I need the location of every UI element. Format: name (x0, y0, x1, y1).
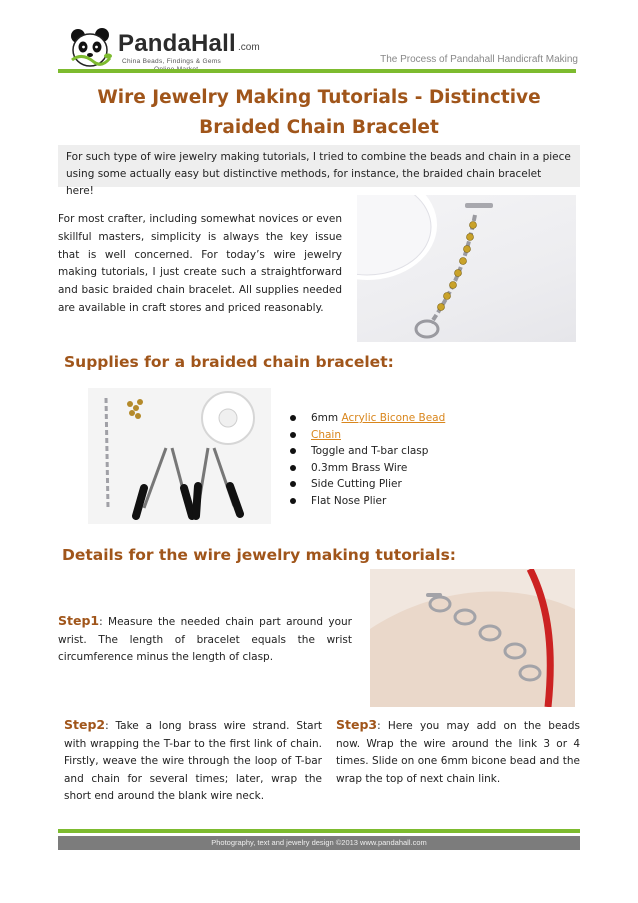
supplies-list (290, 410, 445, 510)
step-1 (58, 612, 352, 667)
chain-link[interactable]: Chain (311, 428, 341, 441)
intro-text: For such type of wire jewelry making tutorials, I tried to combine the beads and chain in a piece using some actually easy but distinctive methods, for instance, the braided chain bracelet here! (66, 151, 571, 197)
details-heading: Details for the wire jewelry making tutorials: (62, 546, 456, 564)
step-3-text: : Here you may add on the beads now. Wrap the wire around the link 3 or 4 times. Slide on one 6mm bicone bead and the wrap the top of next chain link. (336, 720, 580, 785)
step-3 (336, 716, 580, 788)
supplies-photo (88, 388, 271, 524)
step-3-label: Step3 (336, 717, 378, 732)
supply-item: 0.3mm Brass Wire (290, 460, 445, 477)
panda-icon (68, 26, 114, 72)
footer-divider (58, 829, 580, 833)
intro-box (58, 145, 580, 197)
wrist-image (370, 569, 575, 707)
pandahall-logo[interactable] (68, 26, 268, 72)
brand-name: PandaHall (118, 30, 236, 57)
header-tagline: The Process of Pandahall Handicraft Making (380, 54, 578, 65)
step-2 (64, 716, 322, 806)
supplies-image (88, 388, 271, 524)
supply-item: Side Cutting Plier (290, 476, 445, 493)
body-paragraph-text: For most crafter, including somewhat novices or even skillful masters, simplicity is always the key issue that is well concerned. For today’s wire jewelry making tutorials, I just create such a straightforward and basic braided chain bracelet. All supplies needed are available in craft stores and priced reasonably. (58, 213, 342, 314)
supply-item: 6mm Acrylic Bicone Bead (290, 410, 445, 427)
step-2-text: : Take a long brass wire strand. Start with wrapping the T-bar to the first link of chain. Firstly, weave the wire through the loop of T-bar and chain for several times; later, wrap the short end around the blank wire neck. (64, 720, 322, 803)
header-divider (58, 69, 576, 73)
supplies-heading: Supplies for a braided chain bracelet: (64, 353, 394, 371)
body-paragraph (58, 211, 342, 318)
wrist-measure-photo (370, 569, 575, 707)
bracelet-photo (357, 195, 576, 342)
supply-item (290, 427, 445, 444)
step-2-label: Step2 (64, 717, 106, 732)
footer-credit: Photography, text and jewelry design ©2013 www.pandahall.com (211, 838, 427, 847)
bracelet-image (357, 195, 576, 342)
step-1-text: : Measure the needed chain part around your wrist. The length of bracelet equals the wrist circumference minus the length of clasp. (58, 616, 352, 664)
acrylic-bicone-bead-link[interactable]: Acrylic Bicone Bead (341, 412, 446, 424)
brand-suffix: .com (238, 42, 260, 53)
step-1-label: Step1 (58, 613, 100, 628)
page-title: Wire Jewelry Making Tutorials - Distinctive Braided Chain Bracelet (97, 87, 541, 138)
brand-tagline: China Beads, Findings & Gems (122, 58, 222, 65)
supply-item: Flat Nose Plier (290, 493, 445, 510)
supply-item: Toggle and T-bar clasp (290, 443, 445, 460)
